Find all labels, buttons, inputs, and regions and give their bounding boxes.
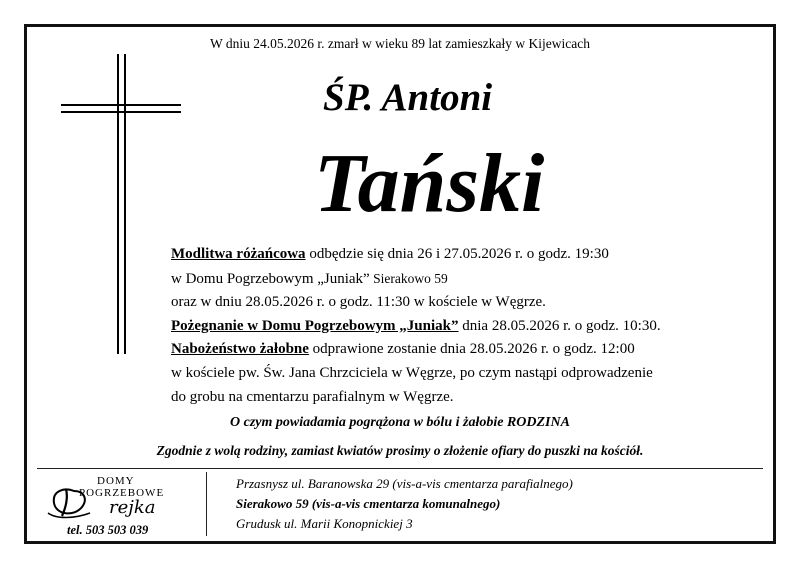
mass-text: odprawione zostanie dnia 28.05.2026 r. o godz. 12:00 <box>308 341 635 358</box>
rosary-address: Sierakowo 59 <box>369 270 448 286</box>
rosary-church-line: oraz w dniu 28.05.2026 r. o godz. 11:30 w kościele w Węgrze. <box>171 294 546 311</box>
mass-burial-line: do grobu na cmentarzu parafialnym w Węgrze. <box>171 388 454 405</box>
footer-vertical-divider <box>206 472 207 536</box>
address-grudusk: Grudusk ul. Marii Konopnickiej 3 <box>236 516 413 531</box>
footer-divider <box>37 468 763 469</box>
deceased-first-name: ŚP. Antoni <box>323 76 493 119</box>
rosary-place-line <box>171 267 661 292</box>
ceremony-details <box>171 243 661 409</box>
rosary-label: Modlitwa różańcowa <box>171 246 306 262</box>
logo-line-pogrzebowe: POGRZEBOWE <box>79 487 165 499</box>
mass-place-line: w kościele pw. Św. Jana Chrzciciela w Węgrze, po czym nastąpi odprowadzenie <box>171 364 653 381</box>
mass-line <box>171 338 661 362</box>
death-announcement: W dniu 24.05.2026 r. zmarł w wieku 89 lat zamieszkały w Kijewicach <box>210 36 590 51</box>
family-notice: O czym powiadamia pogrążona w bólu i żałobie RODZINA <box>230 415 570 430</box>
address-przasnysz: Przasnysz ul. Baranowska 29 (vis-a-vis cmentarza parafialnego) <box>236 476 573 491</box>
donation-request: Zgodnie z wolą rodziny, zamiast kwiatów prosimy o złożenie ofiary do puszki na kościół. <box>156 443 644 458</box>
rosary-place: w Domu Pogrzebowym „Juniak” <box>171 270 370 287</box>
address-sierakowo: Sierakowo 59 (vis-a-vis cmentarza komunalnego) <box>236 496 501 511</box>
farewell-line <box>171 315 661 339</box>
obituary-frame <box>24 24 776 544</box>
logo-name: rejka <box>109 497 156 518</box>
phone-number: tel. 503 503 039 <box>67 523 149 537</box>
farewell-label: Pożegnanie w Domu Pogrzebowym „Juniak” <box>171 317 459 334</box>
logo-line-domy: DOMY <box>97 475 135 487</box>
farewell-text: dnia 28.05.2026 r. o godz. 10:30. <box>458 317 661 334</box>
logo-letter-d-icon <box>44 483 110 521</box>
deceased-last-name: Tański <box>314 137 545 230</box>
rosary-line <box>171 243 661 267</box>
funeral-home-logo <box>39 475 199 535</box>
rosary-text: odbędzie się dnia 26 i 27.05.2026 r. o godz. 19:30 <box>305 246 609 262</box>
mass-label: Nabożeństwo żałobne <box>171 341 309 358</box>
